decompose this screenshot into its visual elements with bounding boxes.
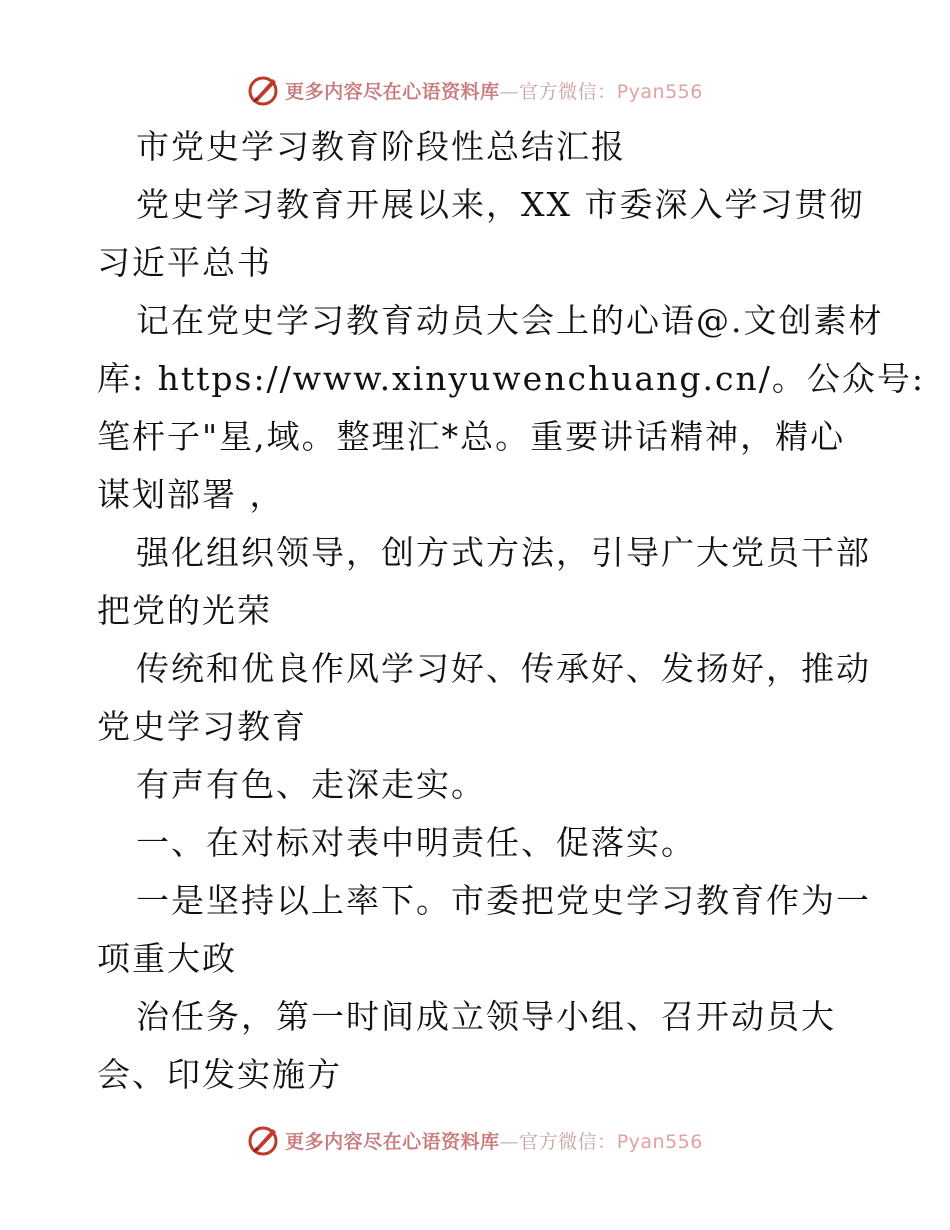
banner-prefix: 更多内容尽在心语资料库 [285, 1130, 500, 1153]
text-line: 一是坚持以上率下。市委把党史学习教育作为一 [136, 881, 871, 920]
text-line: 传统和优良作风学习好、传承好、发扬好，推动 [136, 649, 871, 688]
text-line: 治任务，第一时间成立领导小组、召开动员大 [136, 997, 836, 1036]
document-body [97, 118, 925, 1104]
text-line: 库: https://www.xinyuwenchuang.cn/。公众号: [97, 359, 925, 398]
text-line: 有声有色、走深走实。 [136, 765, 486, 804]
quill-pen-logo-icon [247, 1123, 281, 1157]
banner-prefix: 更多内容尽在心语资料库 [285, 80, 500, 103]
banner-wechat-label: 官方微信： [519, 1130, 617, 1153]
text-line: 党史学习教育 [97, 707, 307, 746]
banner-dash: — [499, 1130, 520, 1153]
banner-wechat-id: Pyan556 [616, 1130, 703, 1153]
header-banner [0, 68, 950, 112]
text-line: 会、印发实施方 [97, 1055, 342, 1094]
text-line: 习近平总书 [97, 243, 272, 282]
banner-text [285, 77, 703, 104]
text-line: 党史学习教育开展以来，XX 市委深入学习贯彻 [136, 185, 865, 224]
text-line: 谋划部署 ， [97, 475, 285, 514]
text-line: 项重大政 [97, 939, 237, 978]
text-line: 市党史学习教育阶段性总结汇报 [136, 127, 626, 166]
quill-pen-logo-icon [247, 73, 281, 107]
banner-dash: — [499, 80, 520, 103]
banner-wechat-id: Pyan556 [616, 80, 703, 103]
text-line: 强化组织领导，创方式方法，引导广大党员干部 [136, 533, 871, 572]
text-line: 记在党史学习教育动员大会上的心语@.文创素材 [136, 301, 884, 340]
banner-wechat-label: 官方微信： [519, 80, 617, 103]
footer-banner [0, 1118, 950, 1162]
banner-text [285, 1127, 703, 1154]
text-line: 把党的光荣 [97, 591, 272, 630]
text-line: 一、在对标对表中明责任、促落实。 [136, 823, 696, 862]
text-line: 笔杆子"星,域。整理汇*总。重要讲话精神，精心 [97, 417, 846, 456]
